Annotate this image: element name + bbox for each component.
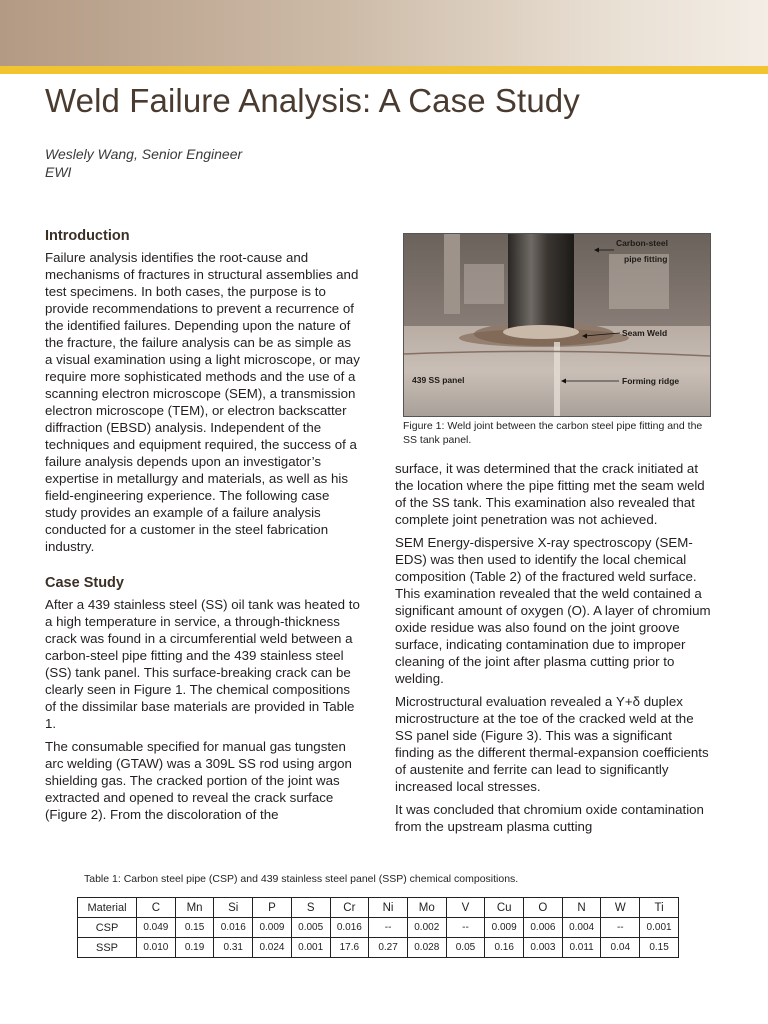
right-paragraph-4: It was concluded that chromium oxide contamination from the upstream plasma cutting [395, 802, 704, 834]
table-cell: 0.27 [369, 938, 408, 958]
case-study-heading: Case Study [45, 575, 124, 591]
header-cell: Material [78, 898, 137, 918]
table-cell: 0.19 [175, 938, 214, 958]
table-cell: 0.009 [253, 918, 292, 938]
label-pipe-fitting: pipe fitting [624, 254, 668, 264]
header-cell: Mo [407, 898, 446, 918]
table-cell: 0.15 [640, 938, 679, 958]
table-cell: 0.002 [407, 918, 446, 938]
table-row-ssp [78, 938, 679, 958]
table-cell: 0.16 [485, 938, 524, 958]
author-name: Weslely Wang, Senior Engineer [45, 146, 243, 162]
table-cell: 0.15 [175, 918, 214, 938]
table-cell: 0.05 [446, 938, 485, 958]
table-cell: 0.31 [214, 938, 253, 958]
label-seam-weld: Seam Weld [622, 328, 668, 338]
composition-table [77, 897, 679, 958]
header-accent-bar [0, 66, 768, 74]
right-paragraph-2: SEM Energy-dispersive X-ray spectroscopy (SEM-EDS) was then used to identify the local chemical composition (Table 2) of the fractured weld surface. This examination revealed that the weld contained a significant amount of oxygen (O). A layer of chromium oxide residue was also found on the joint groove surface, indicating contamination due to improper cleaning of the joint after plasma cutting prior to welding. [395, 535, 711, 686]
label-carbon-steel: Carbon-steel [616, 238, 668, 248]
table-cell: SSP [78, 938, 137, 958]
table-cell: 0.028 [407, 938, 446, 958]
right-paragraph-1: surface, it was determined that the crack initiated at the location where the pipe fitting met the seam weld of the SS tank. This examination also revealed that complete joint penetration was not achieved. [395, 461, 705, 527]
author-organization: EWI [45, 164, 72, 180]
table-cell: 0.024 [253, 938, 292, 958]
table-cell: 0.001 [291, 938, 330, 958]
header-cell: Ti [640, 898, 679, 918]
table-cell: 0.003 [524, 938, 563, 958]
label-forming-ridge: Forming ridge [622, 376, 680, 386]
table-1-caption: Table 1: Carbon steel pipe (CSP) and 439 stainless steel panel (SSP) chemical compositions. [84, 873, 519, 885]
header-cell: Si [214, 898, 253, 918]
table-cell: 0.049 [137, 918, 176, 938]
table-cell: 0.006 [524, 918, 563, 938]
header-banner [0, 0, 768, 66]
label-439-ss-panel: 439 SS panel [412, 375, 465, 385]
table-cell: 0.010 [137, 938, 176, 958]
right-column [395, 460, 711, 841]
header-cell: P [253, 898, 292, 918]
table-cell: 0.016 [214, 918, 253, 938]
header-cell: C [137, 898, 176, 918]
figure-1-photo [403, 233, 711, 417]
header-cell: N [562, 898, 601, 918]
figure-1-caption: Figure 1: Weld joint between the carbon steel pipe fitting and the SS tank panel. [403, 420, 703, 446]
author-block [45, 145, 242, 181]
case-study-paragraph-2: The consumable specified for manual gas tungsten arc welding (GTAW) was a 309L SS rod using argon shielding gas. The cracked portion of the joint was extracted and opened to reveal the crack surface (Figure 2). From the discoloration of the [45, 739, 352, 822]
table-row-csp [78, 918, 679, 938]
table-cell: 0.001 [640, 918, 679, 938]
weld-joint-illustration [404, 234, 710, 416]
header-cell: O [524, 898, 563, 918]
left-column [45, 228, 361, 829]
table-cell: 0.004 [562, 918, 601, 938]
introduction-paragraph: Failure analysis identifies the root-cause and mechanisms of fractures in structural assemblies and test specimens. In both cases, the purpose is to provide recommendations to prevent a recurrence of the identified failures. Depending upon the nature of the fracture, the failure analysis can be as simple as a visual examination using a light microscope, or may require more sophisticated methods and the use of a scanning electron microscope (SEM), a transmission electron microscope (TEM), or electron backscatter diffraction (EBSD) analysis. Independent of the techniques and equipment required, the success of a failure analysis depends upon an investigator’s expertise in metallurgy and materials, as well as his field-engineering experience. The following case study provides an example of a failure analysis conducted for a customer in the steel fabrication industry. [45, 250, 360, 554]
table-cell: 17.6 [330, 938, 369, 958]
header-cell: Cu [485, 898, 524, 918]
table-cell: -- [369, 918, 408, 938]
table-cell: CSP [78, 918, 137, 938]
header-cell: S [291, 898, 330, 918]
header-cell: Ni [369, 898, 408, 918]
table-cell: 0.011 [562, 938, 601, 958]
header-cell: V [446, 898, 485, 918]
table-cell: 0.016 [330, 918, 369, 938]
header-cell: W [601, 898, 640, 918]
right-paragraph-3: Microstructural evaluation revealed a Υ+δ duplex microstructure at the toe of the cracked weld at the SS panel side (Figure 3). This was a significant finding as the different thermal-expansion coefficients of austenite and ferrite can lead to significantly increased local stresses. [395, 694, 709, 794]
table-cell: -- [446, 918, 485, 938]
case-study-paragraph-1: After a 439 stainless steel (SS) oil tank was heated to a high temperature in service, a through-thickness crack was found in a circumferential weld between a carbon-steel pipe fitting and the 439 stainless steel (SS) tank panel. This surface-breaking crack can be clearly seen in Figure 1. The chemical compositions of the dissimilar base materials are provided in Table 1. [45, 597, 360, 731]
table-cell: -- [601, 918, 640, 938]
table-cell: 0.04 [601, 938, 640, 958]
header-cell: Cr [330, 898, 369, 918]
page-title: Weld Failure Analysis: A Case Study [45, 82, 580, 119]
table-cell: 0.009 [485, 918, 524, 938]
introduction-heading: Introduction [45, 228, 130, 244]
header-cell: Mn [175, 898, 214, 918]
table-cell: 0.005 [291, 918, 330, 938]
table-header-row [78, 898, 679, 918]
